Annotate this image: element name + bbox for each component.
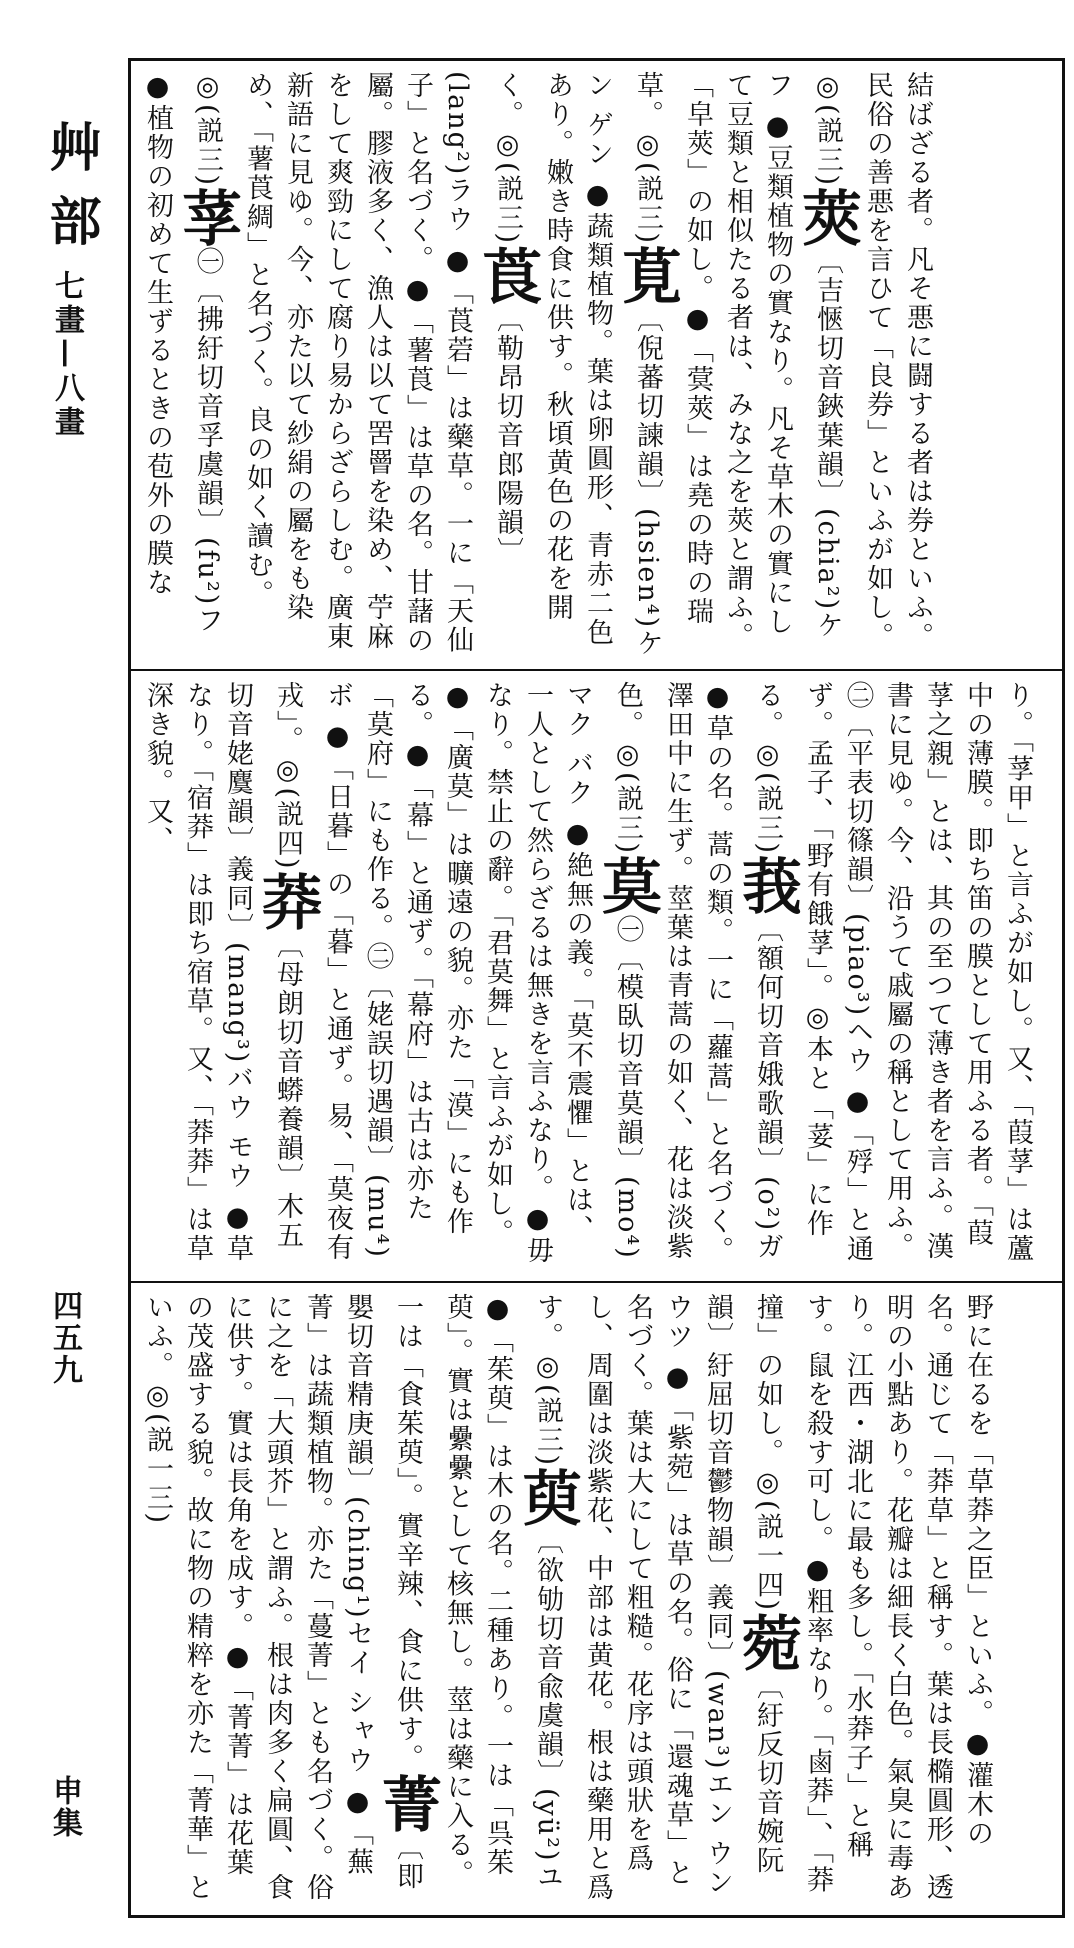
entry-definition: ㊀〔模臥切音莫韻〕(mo⁴)マク バク ●絶無の義。「莫不震懼」とは、一人として然らざるは無きを言ふなり。●毋なり。禁止の辭。「君莫舞」と言ふが如し。●「廣莫」は曠遠の貌。亦た「漠」にも作る。●「幕」と通ず。「幕府」は古は亦た「莫府」にも作る。㊁〔姥誤切遇韻〕(mu⁴)ボ ●「日暮」の「暮」と通ず。易、「莫夜有戎」。◎(説四)	[272, 681, 643, 1265]
margin-stroke-range: 七畫—八畫	[49, 270, 84, 440]
margin-section-title: 艸部	[40, 120, 101, 268]
entry-headword: 莢	[792, 187, 862, 248]
entry-definition: 結ばざる者。凡そ悪に闘する者は券といふ。民俗の善悪を言ひて「良券」といふが如し。◎(説三)	[812, 71, 933, 651]
entry-headword: 莧	[612, 245, 682, 306]
entry-headword: 菀	[732, 1612, 802, 1673]
dictionary-page-frame	[128, 58, 1065, 1918]
margin-page-number: 四五九	[47, 1290, 82, 1386]
entry-continuation	[752, 1293, 993, 1902]
entry	[192, 71, 542, 655]
entry	[142, 1293, 442, 1902]
entry-continuation	[752, 681, 1033, 1264]
entry-definition: 〔倪蕃切諫韻〕(hsien⁴)ケン ゲン ●蔬類植物。葉は卵圓形、青赤二色あり。嫩き時食に供す。秋頃黄色の花を開く。◎(説三)	[492, 71, 663, 659]
entry-definition: り。「莩甲」と言ふが如し。又、「葭莩」は蘆中の薄膜。即ち笛の膜として用ふる者。「葭莩之親」とは、其の至つて薄き者を言ふ。漢書に見ゆ。今、沿うて戚屬の稱として用ふ。㊁〔平表切篠韻〕(piao³)ヘウ ●「殍」と通ず。孟子、「野有餓莩」。◎本と「荽」に作る。◎(説三)	[752, 681, 1033, 1264]
entry-definition: 〔即嬰切音精庚韻〕(ching¹)セイ シャウ ●「蕪菁」は蔬類植物。亦た「蔓菁」とも名づく。俗に之を「大頭芥」と謂ふ。根は肉多く扁圓、食に供す。實は長角を成す。●「菁菁」は花葉の茂盛する貌。故に物の精粹を亦た「菁華」といふ。◎(説一三)	[142, 1293, 423, 1902]
entry-headword: 莫	[592, 855, 662, 916]
entry	[532, 1293, 802, 1902]
tier-bottom	[131, 1281, 1062, 1915]
entry-headword: 莩	[172, 187, 242, 248]
entry-headword: 萸	[512, 1467, 582, 1528]
tier-middle	[131, 669, 1062, 1281]
entry-definition: ㊀〔拂紆切音孚虞韻〕(fu²)フ ●植物の初めて生ずるときの苞外の膜な	[142, 71, 223, 636]
entry-headword: 莪	[732, 855, 802, 916]
entry-definition: 〔勒昂切音郎陽韻〕(lang²)ラウ ●「莨菪」は藥草。一に「天仙子」と名づく。●「薯莨」は草の名。甘藷の屬。膠液多く、漁人は以て罟罾を染め、苧麻をして爽勁にして腐り易からざらしむ。廣東新語に見ゆ。今、亦た以て紗絹の屬をも染め、「薯莨綢」と名づく。良の如く讀む。◎(説三)	[192, 71, 523, 655]
margin-volume: 申集	[47, 1775, 82, 1839]
entry-definition: 〔吉愜切音鋏葉韻〕(chia²)ケフ ●豆類植物の實なり。凡そ草木の實にして豆類と相似たる者は、みな之を莢と謂ふ。「皁莢」の如し。●「蓂莢」は堯の時の瑞草。◎(説三)	[632, 71, 843, 651]
entry-headword: 菁	[372, 1772, 442, 1833]
entry-headword: 莨	[472, 245, 542, 306]
entry-definition: 野に在るを「草莽之臣」といふ。●灌木の名。通じて「莽草」と稱す。葉は長橢圓形、透明の小點あり。花瓣は細長く白色。氣臭に毒あり。江西・湖北に最も多し。「水莽子」と稱す。鼠を殺す可し。●粗率なり。「鹵莽」、「莽撞」の如し。◎(説一四)	[752, 1293, 993, 1902]
entry-definition: 〔紆反切音婉阮韻〕紆屈切音鬱物韻〕義同〕(wan³)エン ウン ウツ ●「紫菀」は草の名。俗に「還魂草」と名づく。葉は大にして粗糙。花序は頭狀を爲し、周圍は淡紫花、中部は黄花。根は藥用と爲す。◎(説三)	[532, 1293, 783, 1902]
entry-definition: 〔母朗切音蟒養韻〕木五切音姥麌韻〕義同〕(mang³)バウ モウ ●草なり。「宿莽」は即ち宿草。又、「莽莽」は草深き貌。又、	[142, 681, 303, 1264]
entry-definition: 〔欲劬切音兪虞韻〕(yü²)ユ ●「茱萸」は木の名。二種あり。一は「呉茱萸」。實は纍纍として核無し。莖は藥に入る。一は「食茱萸」。實辛辣、食に供す。	[392, 1293, 563, 1892]
entry	[272, 681, 662, 1265]
entry-headword: 莽	[252, 870, 322, 931]
entry-definition: 〔額何切音娥歌韻〕(o²)ガ ●草の名。蒿の類。一に「蘿蒿」と名づく。澤田中に生ず。莖葉は青蒿の如く、花は淡紫色。◎(説三)	[612, 681, 783, 1265]
tier-top	[131, 61, 1062, 669]
